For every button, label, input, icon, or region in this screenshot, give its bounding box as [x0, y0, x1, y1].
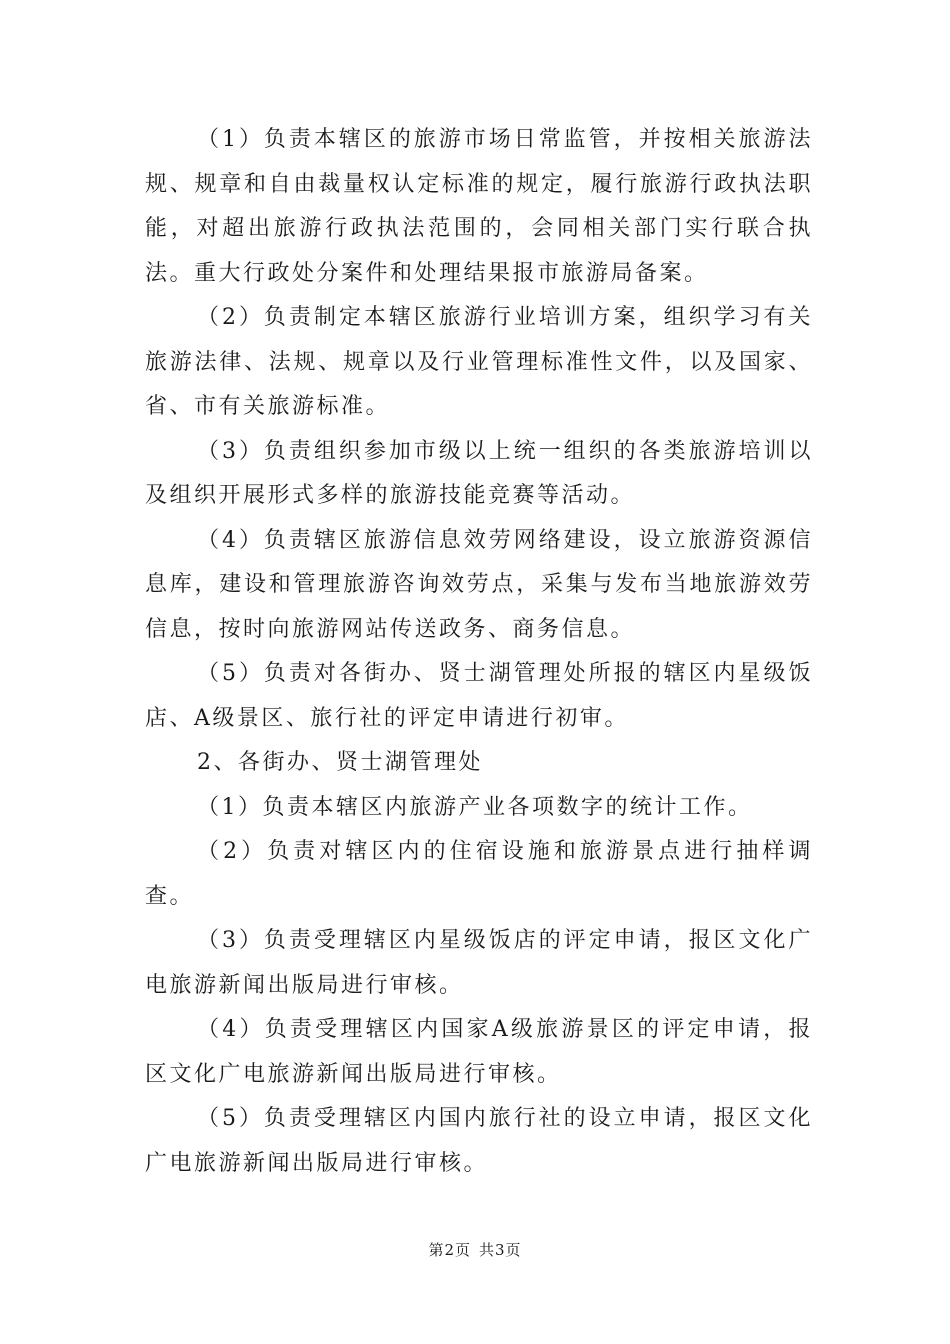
paragraph-4: （4）负责辖区旅游信息效劳网络建设，设立旅游资源信息库，建设和管理旅游咨询效劳点，采集与发布当地旅游效劳信息，按时向旅游网站传送政务、商务信息。: [145, 527, 813, 642]
page-footer: [0, 1240, 950, 1260]
paragraph-1: （1）负责本辖区的旅游市场日常监管，并按相关旅游法规、规章和自由裁量权认定标准的规定，履行旅游行政执法职能，对超出旅游行政执法范围的，会同相关部门实行联合执法。重大行政处分案件和处理结果报市旅游局备案。: [145, 127, 813, 286]
paragraph-8: （3）负责受理辖区内星级饭店的评定申请，报区文化广电旅游新闻出版局进行审核。: [145, 928, 813, 998]
paragraph-9: （4）负责受理辖区内国家A级旅游景区的评定申请，报区文化广电旅游新闻出版局进行审核。: [145, 1017, 813, 1087]
paragraph-10: （5）负责受理辖区内国内旅行社的设立申请，报区文化广电旅游新闻出版局进行审核。: [145, 1106, 813, 1176]
document-body: [145, 118, 813, 1186]
paragraph-5: （5）负责对各街办、贤士湖管理处所报的辖区内星级饭店、A级景区、旅行社的评定申请进行初审。: [145, 661, 813, 731]
page-total: 共3页: [479, 1241, 522, 1259]
paragraph-2: （2）负责制定本辖区旅游行业培训方案，组织学习有关旅游法律、法规、规章以及行业管理标准性文件，以及国家、省、市有关旅游标准。: [145, 305, 813, 419]
page-number: 第2页: [428, 1241, 471, 1259]
paragraph-3: （3）负责组织参加市级以上统一组织的各类旅游培训以及组织开展形式多样的旅游技能竞赛等活动。: [145, 438, 813, 508]
paragraph-7: （2）负责对辖区内的住宿设施和旅游景点进行抽样调查。: [145, 839, 813, 909]
section-heading: 2、各街办、贤士湖管理处: [197, 750, 483, 775]
paragraph-6: （1）负责本辖区内旅游产业各项数字的统计工作。: [197, 794, 753, 820]
